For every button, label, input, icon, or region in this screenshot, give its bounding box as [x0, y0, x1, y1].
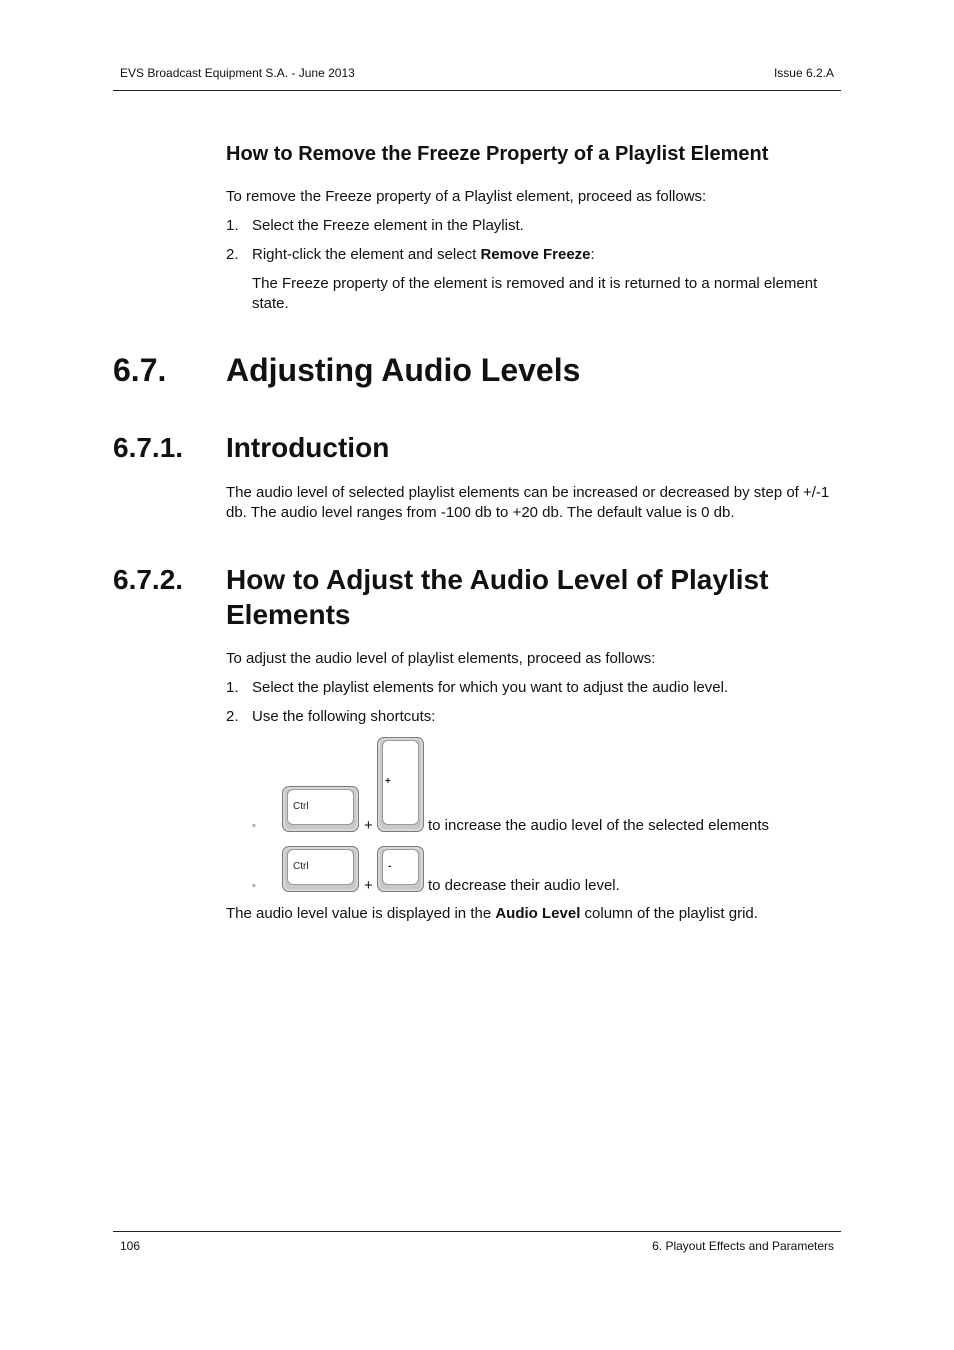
section-number-6-7: 6.7. — [113, 352, 167, 388]
step-text-part: Right-click the element and select — [252, 246, 481, 263]
closing-text-part: The audio level value is displayed in the — [226, 905, 496, 922]
freeze-intro: To remove the Freeze property of a Playlist element, proceed as follows: — [226, 188, 707, 205]
footer-chapter: 6. Playout Effects and Parameters — [652, 1239, 834, 1253]
bullet: ◦ — [252, 820, 256, 832]
freeze-section-title: How to Remove the Freeze Property of a Playlist Element — [226, 143, 769, 165]
step-text: Use the following shortcuts: — [252, 708, 436, 725]
key-label: Ctrl — [293, 801, 309, 812]
header-issue: Issue 6.2.A — [773, 66, 834, 80]
step-text: Select the Freeze element in the Playlist. — [252, 217, 524, 234]
step-text: Select the playlist elements for which you want to adjust the audio level. — [252, 679, 729, 696]
remove-freeze-command: Remove Freeze — [480, 246, 591, 263]
plus-sign: + — [364, 877, 373, 894]
minus-key-icon — [377, 846, 424, 892]
key-label: Ctrl — [293, 861, 309, 872]
key-label: + — [385, 776, 391, 787]
page-number: 106 — [120, 1239, 141, 1253]
page-footer — [113, 1231, 841, 1253]
shortcut-description: to decrease their audio level. — [428, 877, 620, 894]
page-header — [113, 66, 841, 91]
step-number: 2. — [226, 246, 239, 263]
step-number: 2. — [226, 708, 239, 725]
ctrl-key-icon — [282, 786, 359, 832]
audio-level-closing — [226, 904, 758, 924]
section-title-6-7-1: Introduction — [226, 432, 390, 463]
plus-sign: + — [364, 817, 373, 834]
shortcut-description: to increase the audio level of the selected elements — [428, 817, 770, 834]
key-label: - — [388, 861, 392, 872]
freeze-result: The Freeze property of the element is removed and it is returned to a normal element state. — [252, 275, 818, 312]
step-number: 1. — [226, 217, 239, 234]
introduction-body: The audio level of selected playlist elements can be increased or decreased by step of +/-1 db. The audio level ranges from -100 db to +20 db. The default value is 0 db. — [226, 484, 830, 521]
section-number-6-7-1: 6.7.1. — [113, 432, 184, 463]
bullet: ◦ — [252, 880, 256, 892]
ctrl-key-icon — [282, 846, 359, 892]
step-number: 1. — [226, 679, 239, 696]
audio-level-column-name: Audio Level — [495, 905, 581, 922]
section-number-6-7-2: 6.7.2. — [113, 564, 184, 595]
header-publisher: EVS Broadcast Equipment S.A. - June 2013 — [120, 66, 355, 80]
step-text-part: : — [590, 246, 595, 263]
section-title-6-7: Adjusting Audio Levels — [226, 352, 581, 388]
step-text — [252, 245, 595, 265]
closing-text-part: column of the playlist grid. — [580, 905, 758, 922]
plus-key-icon — [377, 737, 424, 832]
section-title-6-7-2: How to Adjust the Audio Level of Playlist Elements — [226, 564, 769, 630]
adjust-intro: To adjust the audio level of playlist elements, proceed as follows: — [226, 650, 656, 667]
